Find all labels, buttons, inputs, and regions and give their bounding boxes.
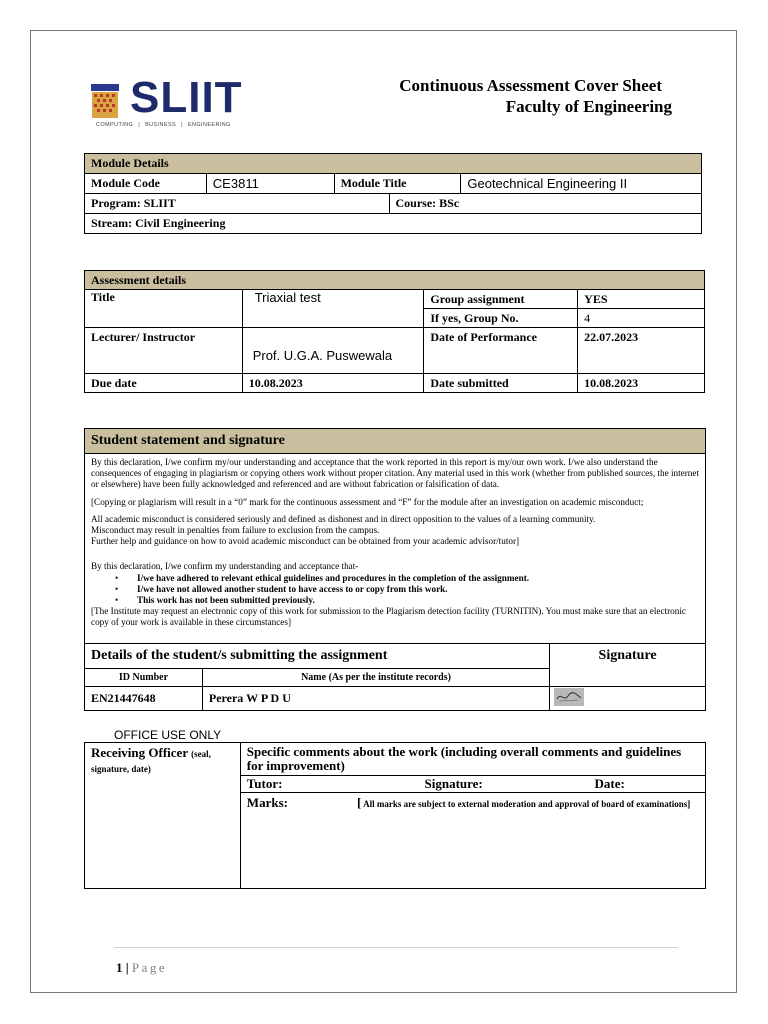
- logo-wordmark: SLIIT: [130, 73, 243, 122]
- assessment-title-value: Triaxial test: [242, 290, 424, 328]
- stream-field: Stream: Civil Engineering: [85, 214, 702, 234]
- receiving-officer-note: (seal, signature, date): [91, 749, 211, 774]
- lecturer-value: Prof. U.G.A. Puswewala: [242, 328, 424, 374]
- module-title-value: Geotechnical Engineering II: [461, 174, 702, 194]
- student-name: Perera W P D U: [202, 687, 549, 711]
- group-no-value: 4: [578, 309, 705, 328]
- document-title: Continuous Assessment Cover Sheet: [399, 76, 662, 95]
- declaration-list: [91, 573, 699, 607]
- module-details-heading: Module Details: [85, 154, 702, 174]
- module-details-table: [84, 153, 702, 234]
- plagiarism-warning: [Copying or plagiarism will result in a “0” mark for the continuous assessment and “F” for the module after an investigation on academic misconduct;: [91, 496, 644, 507]
- page-footer: 1 | Page: [116, 960, 168, 975]
- table-row: [85, 687, 706, 711]
- date-label: Date:: [594, 776, 625, 791]
- title-label: Title: [85, 290, 243, 328]
- signature-cell: [550, 687, 706, 711]
- module-title-label: Module Title: [334, 174, 461, 194]
- misconduct-line: All academic misconduct is considered seriously and defined as dishonest and in direct opposition to the values of a learning community.: [91, 513, 596, 524]
- marks-label: Marks:: [246, 795, 288, 810]
- marks-note: [ All marks are subject to external moderation and approval of board of examinations]: [356, 795, 691, 810]
- receiving-officer-cell: [85, 743, 241, 889]
- student-details-heading: Details of the student/s submitting the assignment: [85, 644, 550, 669]
- name-header: Name (As per the institute records): [202, 669, 549, 687]
- signature-image: [554, 688, 584, 706]
- id-number-header: ID Number: [85, 669, 203, 687]
- program-field: Program: SLIIT: [85, 194, 390, 214]
- declaration-item: • This work has not been submitted previously.: [137, 595, 699, 606]
- assessment-details-heading: Assessment details: [85, 271, 705, 290]
- declaration-item: • I/we have adhered to relevant ethical guidelines and procedures in the completion of the assignment.: [137, 573, 699, 584]
- tutor-label: Tutor:: [246, 776, 283, 791]
- marks-cell: [240, 793, 705, 889]
- student-details-table: [84, 643, 706, 711]
- footer-divider: [114, 947, 678, 948]
- statement-paragraph: By this declaration, I/we confirm my/our understanding and acceptance that the work reported in this report is my/our own work. I/we also understand the consequences of engaging in plagiarism or copying others work without proper citation. Any material used in this work (whether from published sources, the internet or elsewhere) have been fully acknowledged and referenced and are without fabrication or falsification of data.: [91, 457, 700, 490]
- student-id: EN21447648: [85, 687, 203, 711]
- module-code-label: Module Code: [85, 174, 207, 194]
- office-use-label: OFFICE USE ONLY: [114, 728, 222, 742]
- due-date-value: 10.08.2023: [242, 374, 424, 393]
- group-assignment-value: YES: [578, 290, 705, 309]
- due-date-label: Due date: [85, 374, 243, 393]
- tutor-row: [240, 776, 705, 793]
- group-no-label: If yes, Group No.: [424, 309, 578, 328]
- signature-header: Signature: [550, 644, 706, 687]
- lecturer-label: Lecturer/ Instructor: [85, 328, 243, 374]
- declaration-item: • I/we have not allowed another student to have access to or copy from this work.: [137, 584, 699, 595]
- page-number: 1: [116, 960, 123, 975]
- page-label: Page: [131, 960, 168, 975]
- date-submitted-value: 10.08.2023: [578, 374, 705, 393]
- declaration-intro: By this declaration, I/we confirm my understanding and acceptance that-: [91, 561, 359, 572]
- logo-tagline: COMPUTING | BUSINESS | ENGINEERING: [96, 122, 231, 128]
- office-use-table: [84, 742, 706, 889]
- faculty-name: Faculty of Engineering: [505, 97, 672, 116]
- sliit-logo: [90, 73, 255, 136]
- performance-date-label: Date of Performance: [424, 328, 578, 374]
- signature-label: Signature:: [424, 776, 483, 791]
- assessment-details-table: [84, 270, 705, 393]
- crest-icon: [90, 82, 120, 120]
- comments-heading: Specific comments about the work (including overall comments and guidelines for improvement): [240, 743, 705, 776]
- turnitin-note: [The Institute may request an electronic copy of this work for submission to the Plagiarism detection facility (TURNITIN). You must make sure that an electronic copy of your work is available in these circumstances]: [91, 606, 686, 628]
- course-field: Course: BSc: [389, 194, 702, 214]
- misconduct-line: Misconduct may result in penalties from failure to exclusion from the campus.: [91, 525, 380, 536]
- module-code-value: CE3811: [206, 174, 334, 194]
- group-assignment-label: Group assignment: [424, 290, 578, 309]
- misconduct-line: Further help and guidance on how to avoid academic misconduct can be obtained from your academic advisor/tutor]: [91, 536, 520, 547]
- performance-date-value: 22.07.2023: [578, 328, 705, 374]
- student-statement-box: [84, 428, 706, 644]
- receiving-officer-label: Receiving Officer: [91, 745, 189, 760]
- statement-heading: Student statement and signature: [85, 429, 705, 454]
- date-submitted-label: Date submitted: [424, 374, 578, 393]
